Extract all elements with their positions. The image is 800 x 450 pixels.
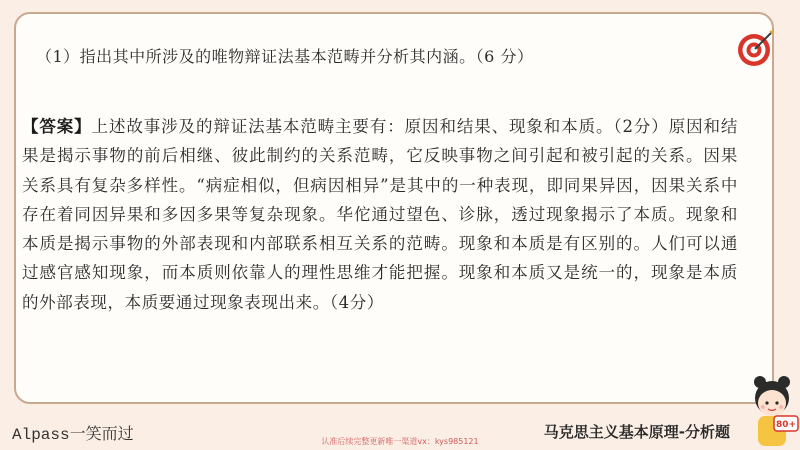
answer-label: 【答案】 (22, 117, 92, 136)
question-text: （1）指出其中所涉及的唯物辩证法基本范畴并分析其内涵。（6 分） (36, 47, 534, 66)
footer-author: Alpass一笑而过 (12, 426, 134, 444)
footer-course-title: 马克思主义基本原理-分析题 (543, 423, 730, 441)
answer-body: 上述故事涉及的辩证法基本范畴主要有：原因和结果、现象和本质。（2分）原因和结果是揭示事物的前后相继、彼此制约的关系范畴，它反映事物之间引起和被引起的关系。因果关系具有复杂多样性。“病症相似，但病因相异”是其中的一种表现，即同果异因，因果关系中存在着同因异果和多因多果等复杂现象。华佗通过望色、诊脉，透过现象揭示了本质。现象和本质是揭示事物的外部表现和内部联系相互关系的范畴。现象和本质是有区别的。人们可以通过感官感知现象，而本质则依靠人的理性思维才能把握。现象和本质又是统一的，现象是本质的外部表现，本质要通过现象表现出来。（4分） (22, 117, 738, 312)
watermark-text: 认准后续完整更新唯一渠道vx：kys985121 (321, 437, 479, 446)
target-icon (736, 28, 776, 68)
answer-paragraph (22, 112, 738, 317)
badge-text: 80+ (775, 420, 797, 430)
